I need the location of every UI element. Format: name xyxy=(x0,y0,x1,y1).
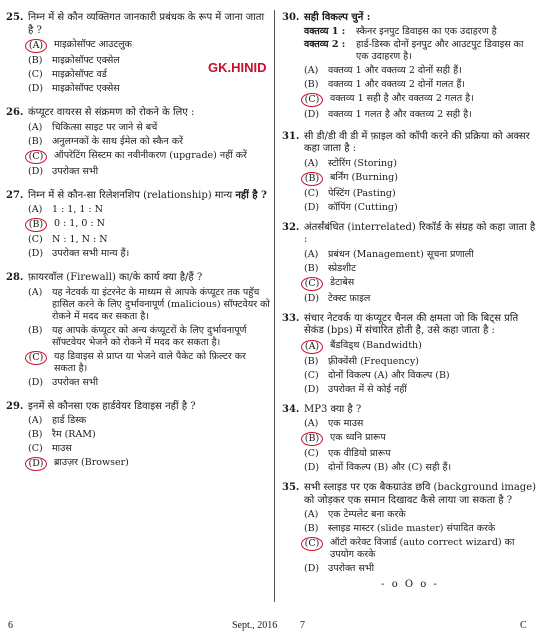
column-divider xyxy=(274,10,275,602)
question-text: अंतर्संबंधित (interrelated) रिकॉर्ड के संग्रह को कहा जाता है : xyxy=(304,221,536,245)
option-b[interactable]: (B) माइक्रोसॉफ्ट एक्सेल xyxy=(28,55,120,66)
option-a[interactable]: (A) प्रबंधन (Management) सूचना प्रणाली xyxy=(304,248,474,260)
option-d[interactable]: (D) ब्राउज़र (Browser) xyxy=(6,457,270,471)
option-a[interactable]: (A) एक माउस xyxy=(304,418,364,429)
option-c[interactable]: (C) ऑटो करेक्ट विजार्ड (auto correct wizard) का उपयोग करके xyxy=(282,537,538,561)
statement-1: वक्तव्य 1 : स्कैनर इनपुट डिवाइस का एक उदाहरण है xyxy=(304,25,497,37)
option-d[interactable]: (D) टेक्स्ट फ़ाइल xyxy=(304,292,371,304)
question-number: 29. xyxy=(6,400,24,412)
question-text: MP3 क्या है ? xyxy=(304,403,362,415)
option-b[interactable]: (B) 0 : 1, 0 : N xyxy=(6,218,270,232)
option-c[interactable]: (C) एक वीडियो प्रारूप xyxy=(304,448,391,459)
option-a[interactable]: (A) यह नेटवर्क या इंटरनेट के माध्यम से आपके कंप्यूटर तक पहुँच हासिल करने के लिए दुर्भावनापूर्ण (malicious) सॉफ्टवेयर को रोकने में मदद कर सकता है। xyxy=(28,286,270,322)
footer-left-page-number: 6 xyxy=(8,620,13,631)
question-31 xyxy=(282,131,538,214)
option-d[interactable]: (D) माइक्रोसॉफ्ट एक्सेस xyxy=(28,83,120,94)
footer-right-page-number: 7 xyxy=(300,620,305,631)
option-d[interactable]: (D) उपरोक्त सभी xyxy=(28,376,99,388)
question-text: संचार नेटवर्क या कंप्यूटर चैनल की क्षमता जो कि बिट्स प्रति सेकंड (bps) में संचारित होती है, उसे कहा जाता है : xyxy=(304,312,519,336)
end-marker: - o O o - xyxy=(381,579,439,590)
question-34 xyxy=(282,404,538,475)
option-b[interactable]: (B) रैम (RAM) xyxy=(28,429,96,440)
option-c[interactable]: (C) ऑपरेटिंग सिस्टम का नवीनीकरण (upgrade) नहीं करें xyxy=(6,150,270,164)
option-a[interactable]: (A) चिकित्सा साइट पर जाने से बचें xyxy=(28,121,158,133)
option-b[interactable]: (B) बर्निंग (Burning) xyxy=(282,172,538,186)
question-number: 32. xyxy=(282,221,300,233)
option-c[interactable]: (C) डेटाबेस xyxy=(282,277,538,291)
question-number: 33. xyxy=(282,312,300,324)
question-35 xyxy=(282,482,538,575)
option-d[interactable]: (D) उपरोक्त में से कोई नहीं xyxy=(304,383,407,395)
question-33 xyxy=(282,313,538,396)
question-text: निम्न में से कौन-सा रिलेशनशिप (relationship) मान्य नहीं है ? xyxy=(28,189,267,201)
option-a[interactable]: (A) वक्तव्य 1 और वक्तव्य 2 दोनों सही हैं। xyxy=(304,64,462,76)
option-a[interactable]: (A) माइक्रोसॉफ्ट आउटलुक xyxy=(6,39,270,53)
option-d[interactable]: (D) उपरोक्त सभी xyxy=(304,563,375,574)
footer-date: Sept., 2016 xyxy=(232,620,278,631)
question-number: 27. xyxy=(6,189,24,201)
option-c[interactable]: (C) N : 1, N : N xyxy=(28,234,108,245)
question-28 xyxy=(6,272,270,389)
option-d[interactable]: (D) उपरोक्त सभी xyxy=(28,165,99,177)
option-c[interactable]: (C) माइक्रोसॉफ्ट वर्ड xyxy=(28,69,107,80)
option-a[interactable]: (A) हार्ड डिस्क xyxy=(28,415,87,426)
option-a[interactable]: (A) स्टोरिंग (Storing) xyxy=(304,157,397,169)
option-b[interactable]: (B) स्लाइड मास्टर (slide master) संपादित करके xyxy=(304,523,496,534)
option-d[interactable]: (D) उपरोक्त सभी मान्य हैं। xyxy=(28,248,130,259)
option-c[interactable]: (C) पेस्टिंग (Pasting) xyxy=(304,187,396,199)
option-a[interactable]: (A) बैंडविड्थ (Bandwidth) xyxy=(282,340,538,354)
question-26 xyxy=(6,107,270,178)
left-column xyxy=(6,12,270,475)
question-text: इनमें से कौनसा एक हार्डवेयर डिवाइस नहीं है ? xyxy=(28,400,196,412)
question-text: सभी स्लाइड पर एक बैकग्राउंड छवि (background image) को जोड़कर एक समान दिखावट कैसे लाया जा सकता है ? xyxy=(304,482,537,506)
option-d[interactable]: (D) कॉपिंग (Cutting) xyxy=(304,201,398,213)
option-a[interactable]: (A) 1 : 1, 1 : N xyxy=(28,204,103,215)
question-text: सी डी/डी वी डी में फ़ाइल को कॉपी करने की प्रक्रिया को अक्सर कहा जाता है : xyxy=(304,130,530,154)
question-number: 28. xyxy=(6,272,24,283)
question-25 xyxy=(6,12,270,95)
question-29 xyxy=(6,401,270,472)
option-b[interactable]: (B) यह आपके कंप्यूटर को अन्य कंप्यूटरों के लिए दुर्भावनापूर्ण सॉफ्टवेयर भेजने को रोकने में मदद कर सकता है। xyxy=(28,324,247,348)
question-number: 35. xyxy=(282,482,300,493)
question-number: 26. xyxy=(6,107,24,118)
question-number: 25. xyxy=(6,12,24,23)
statement-2: वक्तव्य 2 : हार्ड-डिस्क दोनों इनपुट और आउटपुट डिवाइस का एक उदाहरण है। xyxy=(304,38,524,62)
question-30 xyxy=(282,12,538,121)
right-column xyxy=(282,12,538,590)
question-32 xyxy=(282,222,538,305)
option-c[interactable]: (C) वक्तव्य 1 सही है और वक्तव्य 2 गलत है। xyxy=(282,93,538,107)
option-d[interactable]: (D) दोनों विकल्प (B) और (C) सही हैं। xyxy=(304,462,452,473)
question-number: 34. xyxy=(282,403,300,415)
option-c[interactable]: (C) दोनों विकल्प (A) और विकल्प (B) xyxy=(304,369,450,381)
option-c[interactable]: (C) यह डिवाइस से प्राप्त या भेजने वाले पैकेट को फ़िल्टर कर सकता है। xyxy=(6,351,270,375)
option-b[interactable]: (B) एक ध्वनि प्रारूप xyxy=(282,432,538,446)
option-d[interactable]: (D) वक्तव्य 1 गलत है और वक्तव्य 2 सही है। xyxy=(304,108,472,120)
question-text: फ़ायरवॉल (Firewall) का/के कार्य क्या है/हैं ? xyxy=(28,272,203,283)
option-b[interactable]: (B) वक्तव्य 1 और वक्तव्य 2 दोनों गलत हैं। xyxy=(304,78,466,90)
option-b[interactable]: (B) फ़्रीक्वेंसी (Frequency) xyxy=(304,355,419,367)
question-text: कंप्यूटर वायरस से संक्रमण को रोकने के लिए : xyxy=(28,107,195,118)
question-number: 30. xyxy=(282,12,300,23)
option-b[interactable]: (B) अनुलग्नकों के साथ ईमेल को स्कैन करें xyxy=(28,135,184,147)
question-text: सही विकल्प चुनें : xyxy=(304,12,371,23)
option-c[interactable]: (C) माउस xyxy=(28,443,72,454)
question-27 xyxy=(6,190,270,261)
footer-booklet-code: C xyxy=(520,620,527,631)
option-b[interactable]: (B) स्प्रेडशीट xyxy=(304,262,356,274)
question-text: निम्न में से कौन व्यक्तिगत जानकारी प्रबंधक के रूप में जाना जाता है ? xyxy=(28,12,265,36)
option-a[interactable]: (A) एक टेम्पलेट बना करके xyxy=(304,509,406,520)
watermark: GK.HINID xyxy=(208,60,267,75)
question-number: 31. xyxy=(282,130,300,142)
